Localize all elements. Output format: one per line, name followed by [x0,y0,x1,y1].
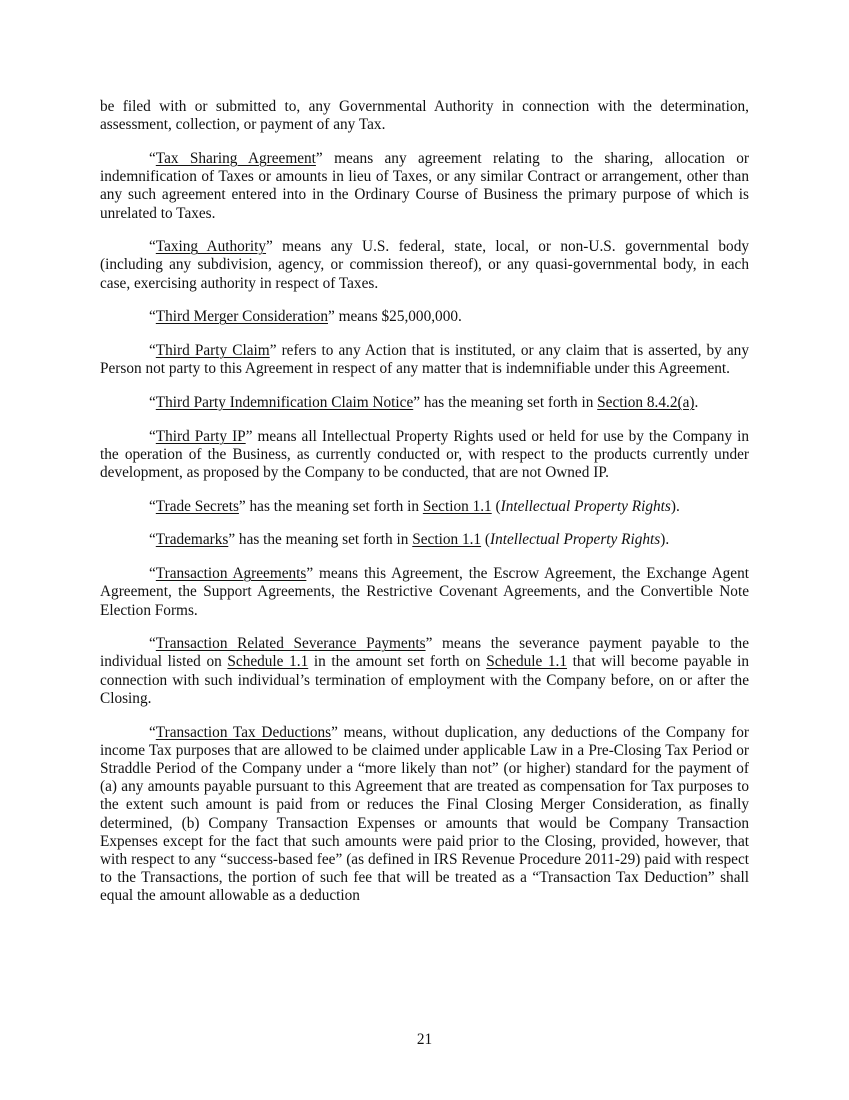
paragraph-text: ” refers to any Action that is instituted, or any claim that is asserted, by any Person not party to this Agreement in respect of any matter that is indemnifiable under this Agreement. [100,342,749,378]
definition-paragraph [100,635,749,708]
defined-term: Trade Secrets [155,497,239,515]
defined-term: Transaction Related Severance Payments [155,635,426,653]
paragraph-text: ” means $25,000,000. [328,308,462,326]
paragraph-text: “ [149,238,156,256]
paragraph-text: “ [149,393,156,411]
paragraph-text: in the amount set forth on [308,653,487,671]
paragraph-text: ). [670,497,680,515]
paragraph-text: “ [149,308,156,326]
defined-term: Third Party Indemnification Claim Notice [155,393,414,411]
defined-term: Transaction Tax Deductions [155,723,332,741]
defined-term: Third Party Claim [155,342,270,360]
definition-paragraph [100,498,749,516]
paragraph-text: ” means any agreement relating to the sharing, allocation or indemnification of Taxes or amounts in lieu of Taxes, or any similar Contract or arrangement, other than any such agreement entered into in the Ordinary Course of Business the primary purpose of which is unrelated to Taxes. [100,149,749,222]
paragraph-text: ” means this Agreement, the Escrow Agreement, the Exchange Agent Agreement, the Support Agreements, the Restrictive Covenant Agreements, and the Convertible Note Election Forms. [100,565,749,619]
paragraph-text: ” means all Intellectual Property Rights used or held for use by the Company in the operation of the Business, as currently conducted or, with respect to the products currently under development, as proposed by the Company to be conducted, that are not Owned IP. [100,427,750,482]
paragraph-text: ” means the severance payment payable to the individual listed on [100,635,749,671]
definition-paragraph [100,428,749,483]
page-number: 21 [416,1031,433,1048]
paragraph-text: “ [149,427,156,445]
paragraph-text: ). [660,531,670,549]
defined-term: Trademarks [155,531,229,549]
italic-reference: Intellectual Property Rights [490,531,661,549]
defined-term: Taxing Authority [155,238,267,256]
paragraph-text: ” means any U.S. federal, state, local, or non-U.S. governmental body (including any subdivision, agency, or commission thereof), or any quasi-governmental body, in each case, exercising authority in respect of Taxes. [100,238,749,292]
paragraph-text: “ [149,497,156,515]
defined-term: Transaction Agreements [155,565,307,583]
definition-paragraph [100,238,749,293]
paragraph-text: . [694,393,699,411]
defined-term: Third Merger Consideration [155,308,328,326]
paragraph-text: ” means, without duplication, any deductions of the Company for income Tax purposes that are allowed to be claimed under applicable Law in a Pre-Closing Tax Period or Straddle Period of the Company under a “more likely than not” (or higher) standard for the payment of (a) any amounts payable pursuant to this Agreement that are treated as compensation for Tax purposes to the extent such amount is paid from or reduces the Final Closing Merger Consideration, as finally determined, (b) Company Transaction Expenses or amounts that would be Company Transaction Expenses except for the fact that such amounts were paid prior to the Closing, provided, however, that with respect to any “success-based fee” (as defined in IRS Revenue Procedure 2011-29) paid with respect to the Transactions, the portion of such fee that will be treated as a “Transaction Tax Deduction” shall equal the amount allowable as a deduction [100,723,749,905]
paragraph-text: ( [491,497,501,515]
definition-paragraph [100,342,749,378]
definition-paragraph [100,565,749,620]
definition-paragraph [100,531,749,549]
defined-term: Schedule 1.1 [486,653,568,671]
paragraph-text: be filed with or submitted to, any Governmental Authority in connection with the determination, assessment, collection, or payment of any Tax. [100,98,749,134]
paragraph-text: “ [149,635,156,653]
paragraph-text: that will become payable in connection with such individual’s termination of employment with the Company before, on or after the Closing. [100,653,749,707]
paragraph-text: “ [149,531,156,549]
italic-reference: Intellectual Property Rights [500,497,671,515]
definition-paragraph [100,98,749,134]
paragraph-text: ” has the meaning set forth in [413,393,598,411]
paragraph-text: “ [149,149,156,167]
document-body [100,98,749,921]
paragraph-text: ( [481,531,491,549]
defined-term: Tax Sharing Agreement [155,149,316,167]
paragraph-text: “ [149,565,156,583]
paragraph-text: ” has the meaning set forth in [238,497,423,515]
defined-term: Section 8.4.2(a) [597,393,695,411]
defined-term: Section 1.1 [412,531,482,549]
paragraph-text: “ [149,723,156,741]
defined-term: Schedule 1.1 [227,653,309,671]
defined-term: Third Party IP [155,427,246,445]
paragraph-text: ” has the meaning set forth in [228,531,413,549]
defined-term: Section 1.1 [422,497,492,515]
definition-paragraph [100,394,749,412]
definition-paragraph [100,150,749,223]
paragraph-text: “ [149,342,156,360]
definition-paragraph [100,308,749,326]
definition-paragraph [100,724,749,906]
